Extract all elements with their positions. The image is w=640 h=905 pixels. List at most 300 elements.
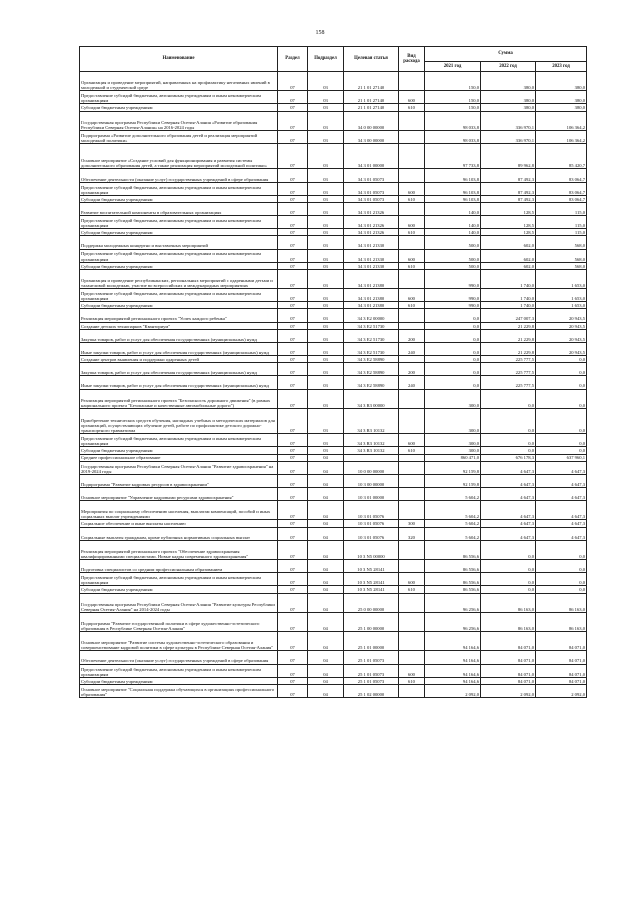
cell-2021: 300,0 (425, 408, 481, 433)
cell-vid: 600 (399, 664, 425, 677)
cell-target: 34 3 01 21330 (344, 262, 399, 269)
cell-2023: 0,0 (536, 573, 587, 586)
cell-target: 34 3 01 05073 (344, 169, 399, 182)
cell-name: Создание центров выявления и поддержки одаренных детей (80, 356, 278, 363)
cell-razdel: 07 (278, 289, 308, 302)
table-row (80, 216, 587, 229)
cell-razdel: 07 (278, 130, 308, 143)
cell-2023: 380,0 (536, 91, 587, 104)
cell-2023: 568,0 (536, 262, 587, 269)
cell-podrazdel: 03 (308, 130, 344, 143)
cell-2023: 0,0 (536, 560, 587, 573)
cell-razdel: 07 (278, 408, 308, 433)
cell-podrazdel: 03 (308, 72, 344, 91)
header-target: Целевая статья (344, 47, 399, 72)
cell-target: 25 1 01 05073 (344, 677, 399, 684)
cell-2022: 225 777,5 (481, 363, 536, 376)
cell-2021: 96 256,6 (425, 612, 481, 631)
cell-name: Субсидии бюджетным учреждениям (80, 677, 278, 684)
table-row (80, 540, 587, 559)
cell-2021: 97 733,8 (425, 144, 481, 169)
cell-2023: 4 647,3 (536, 527, 587, 540)
cell-name: Иные закупки товаров, работ и услуг для обеспечения государственных (муниципальных) нужд (80, 342, 278, 355)
cell-2021: 140,0 (425, 229, 481, 236)
cell-2022: 380,0 (481, 91, 536, 104)
cell-vid: 600 (399, 289, 425, 302)
cell-vid (399, 72, 425, 91)
cell-2022: 128,5 (481, 229, 536, 236)
cell-2022: 336 970,1 (481, 130, 536, 143)
cell-2022: 4 647,3 (481, 474, 536, 487)
cell-name: Реализация мероприятий регионального проекта "Безопасность дорожного движения" (в рамках национального проекта "Безопасные и качественные автомобильные дороги") (80, 389, 278, 408)
cell-razdel: 07 (278, 586, 308, 593)
header-2023: 2023 год (536, 62, 587, 72)
table-row (80, 593, 587, 612)
cell-podrazdel: 04 (308, 664, 344, 677)
cell-razdel: 07 (278, 376, 308, 389)
cell-2022: 4 647,3 (481, 488, 536, 501)
cell-podrazdel: 03 (308, 342, 344, 355)
cell-2021: 150,0 (425, 104, 481, 111)
table-row (80, 447, 587, 454)
cell-2021: 990,0 (425, 269, 481, 288)
cell-vid (399, 560, 425, 573)
cell-name: Предоставление субсидий бюджетным, автономным учреждениям и иным некоммерческим организациям (80, 289, 278, 302)
cell-vid: 610 (399, 229, 425, 236)
cell-vid (399, 501, 425, 520)
cell-vid: 610 (399, 586, 425, 593)
cell-razdel: 07 (278, 269, 308, 288)
cell-vid (399, 236, 425, 249)
cell-target: 34 3 E2 58890 (344, 356, 399, 363)
cell-2023: 0,0 (536, 447, 587, 454)
cell-target: 34 3 01 21326 (344, 202, 399, 215)
cell-razdel: 07 (278, 593, 308, 612)
table-row (80, 342, 587, 355)
cell-2022: 0,0 (481, 434, 536, 447)
cell-2022: 336 970,1 (481, 111, 536, 130)
cell-target: 10 3 01 05076 (344, 527, 399, 540)
cell-name: Развитие воспитательной компоненты в образовательных организациях (80, 202, 278, 215)
table-row (80, 72, 587, 91)
cell-2023: 86 163,0 (536, 612, 587, 631)
cell-podrazdel: 04 (308, 520, 344, 527)
cell-2021: 150,0 (425, 72, 481, 91)
cell-razdel: 07 (278, 560, 308, 573)
cell-razdel: 07 (278, 363, 308, 376)
cell-2023: 0,0 (536, 363, 587, 376)
cell-name: Предоставление субсидий бюджетным, автономным учреждениям и иным некоммерческим организациям (80, 182, 278, 195)
cell-podrazdel: 03 (308, 229, 344, 236)
cell-name: Субсидии бюджетным учреждениям (80, 195, 278, 202)
cell-podrazdel: 03 (308, 376, 344, 389)
cell-razdel: 07 (278, 72, 308, 91)
cell-2021: 5 604,2 (425, 501, 481, 520)
cell-podrazdel: 03 (308, 389, 344, 408)
cell-razdel: 07 (278, 229, 308, 236)
cell-2022: 225 777,5 (481, 376, 536, 389)
cell-razdel: 07 (278, 144, 308, 169)
cell-2021: 94 164,6 (425, 677, 481, 684)
cell-2021: 860 471,0 (425, 454, 481, 461)
cell-name: Иные закупки товаров, работ и услуг для обеспечения государственных (муниципальных) нужд (80, 376, 278, 389)
cell-name: Создание детских технопарков "Кванториум" (80, 322, 278, 329)
table-row (80, 182, 587, 195)
cell-2023: 20 943,5 (536, 342, 587, 355)
table-row (80, 586, 587, 593)
cell-2022: 0,0 (481, 540, 536, 559)
cell-podrazdel: 03 (308, 104, 344, 111)
cell-target: 34 3 01 21330 (344, 236, 399, 249)
cell-podrazdel: 03 (308, 408, 344, 433)
cell-2023: 0,0 (536, 434, 587, 447)
cell-2023: 106 364,2 (536, 111, 587, 130)
cell-name: Закупка товаров, работ и услуг для обеспечения государственных (муниципальных) нужд (80, 363, 278, 376)
table-row (80, 249, 587, 262)
cell-razdel: 07 (278, 447, 308, 454)
header-razdel: Раздел (278, 47, 308, 72)
cell-2023: 380,0 (536, 72, 587, 91)
cell-2023: 106 364,2 (536, 130, 587, 143)
cell-target: 25 1 02 00000 (344, 684, 399, 697)
cell-2023: 83 064,7 (536, 182, 587, 195)
cell-2021: 300,0 (425, 447, 481, 454)
cell-2023: 4 647,3 (536, 501, 587, 520)
cell-name: Государственная программа Республики Северная Осетия-Алания «Развитие образования Республики Северная Осетия-Алания» на 2016-2024 годы (80, 111, 278, 130)
cell-name: Социальные выплаты гражданам, кроме публичных нормативных социальных выплат (80, 527, 278, 540)
cell-2022: 89 962,8 (481, 144, 536, 169)
cell-2022: 87 492,3 (481, 169, 536, 182)
cell-2021: 300,0 (425, 389, 481, 408)
cell-vid (399, 322, 425, 329)
cell-2021: 150,0 (425, 91, 481, 104)
table-row (80, 520, 587, 527)
cell-podrazdel: 03 (308, 202, 344, 215)
cell-2022: 84 071,0 (481, 651, 536, 664)
cell-vid (399, 488, 425, 501)
cell-podrazdel: 03 (308, 216, 344, 229)
cell-2022: 676 178,3 (481, 454, 536, 461)
cell-name: Социальное обеспечение и иные выплаты населению (80, 520, 278, 527)
cell-vid: 600 (399, 182, 425, 195)
cell-2022: 0,0 (481, 447, 536, 454)
cell-podrazdel: 03 (308, 236, 344, 249)
cell-2022: 0,0 (481, 389, 536, 408)
cell-name: Обеспечение деятельности (оказание услуг) государственных учреждений в сфере образования (80, 169, 278, 182)
cell-2022: 247 007,3 (481, 309, 536, 322)
cell-2021: 500,0 (425, 262, 481, 269)
cell-2022: 86 163,0 (481, 593, 536, 612)
cell-razdel: 07 (278, 527, 308, 540)
cell-razdel: 07 (278, 434, 308, 447)
cell-2021: 5 604,2 (425, 488, 481, 501)
cell-2022: 0,0 (481, 573, 536, 586)
cell-target: 25 1 01 05073 (344, 651, 399, 664)
cell-name: Предоставление субсидий бюджетным, автономным учреждениям и иным некоммерческим организациям (80, 664, 278, 677)
cell-2021: 86 556,6 (425, 586, 481, 593)
cell-podrazdel: 04 (308, 586, 344, 593)
cell-name: Предоставление субсидий бюджетным, автономным учреждениям и иным некоммерческим организациям (80, 434, 278, 447)
cell-2022: 21 229,8 (481, 329, 536, 342)
cell-vid: 200 (399, 329, 425, 342)
table-row (80, 289, 587, 302)
cell-2023: 83 064,7 (536, 195, 587, 202)
cell-target: 34 3 E2 58890 (344, 376, 399, 389)
cell-2021: 96 256,6 (425, 593, 481, 612)
cell-2023: 0,0 (536, 389, 587, 408)
cell-target: 34 0 00 00000 (344, 111, 399, 130)
cell-2023: 0,0 (536, 376, 587, 389)
cell-target: 34 3 E2 58890 (344, 363, 399, 376)
cell-vid (399, 269, 425, 288)
cell-2022: 4 647,3 (481, 461, 536, 474)
cell-podrazdel: 04 (308, 527, 344, 540)
cell-vid (399, 309, 425, 322)
cell-vid (399, 454, 425, 461)
cell-name: Основное мероприятие "Развитие системы художественно-эстетического образования и совершенствование кадровой политики в сфере культуры в Республике Северная Осетия-Алания" (80, 632, 278, 651)
cell-2022: 84 071,0 (481, 664, 536, 677)
cell-2023: 0,0 (536, 408, 587, 433)
cell-razdel: 07 (278, 540, 308, 559)
cell-target: 34 3 R3 00000 (344, 389, 399, 408)
cell-vid (399, 540, 425, 559)
cell-2023: 115,0 (536, 216, 587, 229)
cell-2021: 92 159,8 (425, 474, 481, 487)
cell-2022: 1 740,0 (481, 302, 536, 309)
cell-razdel: 07 (278, 488, 308, 501)
cell-2021: 0,0 (425, 363, 481, 376)
cell-target: 34 3 E2 00000 (344, 309, 399, 322)
cell-podrazdel: 03 (308, 434, 344, 447)
cell-vid: 200 (399, 363, 425, 376)
cell-2021: 140,0 (425, 216, 481, 229)
cell-target: 10 3 00 00000 (344, 474, 399, 487)
table-row (80, 144, 587, 169)
cell-target: 34 3 01 21380 (344, 269, 399, 288)
cell-2023: 4 647,3 (536, 474, 587, 487)
cell-razdel: 07 (278, 111, 308, 130)
table-row (80, 501, 587, 520)
cell-target (344, 454, 399, 461)
cell-name: Государственная программа Республики Северная Осетия-Алания "Развитие здравоохранения" на 2019-2024 годы (80, 461, 278, 474)
cell-razdel: 07 (278, 389, 308, 408)
cell-target: 34 3 01 21330 (344, 249, 399, 262)
cell-podrazdel: 03 (308, 269, 344, 288)
cell-target: 21 1 01 27140 (344, 91, 399, 104)
cell-vid (399, 593, 425, 612)
table-row (80, 573, 587, 586)
cell-podrazdel: 04 (308, 461, 344, 474)
cell-name: Закупка товаров, работ и услуг для обеспечения государственных (муниципальных) нужд (80, 329, 278, 342)
cell-podrazdel: 03 (308, 356, 344, 363)
table-header (80, 47, 587, 72)
cell-name: Реализация мероприятий регионального проекта "Обеспечение здравоохранения квалифицированными специалистами. Новые кадры современного здравоохранения" (80, 540, 278, 559)
cell-2023: 20 943,5 (536, 322, 587, 329)
cell-target: 21 1 01 27140 (344, 104, 399, 111)
cell-podrazdel: 04 (308, 651, 344, 664)
cell-2023: 84 071,0 (536, 632, 587, 651)
table-row (80, 169, 587, 182)
cell-razdel: 07 (278, 474, 308, 487)
cell-podrazdel: 03 (308, 447, 344, 454)
table-row (80, 229, 587, 236)
cell-2023: 1 653,0 (536, 289, 587, 302)
cell-2021: 990,0 (425, 289, 481, 302)
table-row (80, 677, 587, 684)
cell-2022: 225 777,5 (481, 356, 536, 363)
cell-2021: 94 164,6 (425, 651, 481, 664)
cell-2022: 128,5 (481, 202, 536, 215)
table-row (80, 527, 587, 540)
table-row (80, 309, 587, 322)
budget-table (79, 46, 587, 698)
table-row (80, 612, 587, 631)
cell-podrazdel: 03 (308, 195, 344, 202)
cell-razdel: 07 (278, 302, 308, 309)
cell-2023: 380,0 (536, 104, 587, 111)
cell-target: 10 3 N5 00000 (344, 540, 399, 559)
cell-2022: 21 229,8 (481, 322, 536, 329)
cell-target: 34 3 E2 51730 (344, 322, 399, 329)
cell-name: Субсидии бюджетным учреждениям (80, 229, 278, 236)
table-row (80, 434, 587, 447)
cell-name: Подпрограмма "Развитие государственной политики в сфере художественно-эстетического образования в Республике Северная Осетия-Алания" (80, 612, 278, 631)
cell-2022: 84 071,0 (481, 677, 536, 684)
cell-name: Основное мероприятие "Управление кадровыми ресурсами здравоохранения" (80, 488, 278, 501)
cell-2021: 990,0 (425, 302, 481, 309)
cell-2023: 115,0 (536, 202, 587, 215)
cell-2023: 637 960,1 (536, 454, 587, 461)
cell-vid (399, 169, 425, 182)
cell-2022: 1 740,0 (481, 289, 536, 302)
cell-name: Субсидии бюджетным учреждениям (80, 586, 278, 593)
cell-podrazdel: 04 (308, 488, 344, 501)
header-vid: Вид расхода (399, 47, 425, 72)
cell-2021: 5 604,2 (425, 527, 481, 540)
table-row (80, 560, 587, 573)
cell-podrazdel: 03 (308, 329, 344, 342)
cell-2022: 380,0 (481, 104, 536, 111)
header-name: Наименование (80, 47, 278, 72)
cell-target: 34 3 E2 51730 (344, 329, 399, 342)
cell-vid: 610 (399, 447, 425, 454)
cell-podrazdel: 03 (308, 289, 344, 302)
cell-2022: 87 492,3 (481, 182, 536, 195)
cell-2023: 4 647,3 (536, 520, 587, 527)
cell-2022: 0,0 (481, 560, 536, 573)
cell-2022: 128,5 (481, 216, 536, 229)
cell-razdel: 07 (278, 104, 308, 111)
cell-target: 34 3 00 00000 (344, 130, 399, 143)
cell-razdel: 07 (278, 677, 308, 684)
cell-podrazdel: 03 (308, 91, 344, 104)
cell-target: 34 3 01 00000 (344, 144, 399, 169)
cell-vid: 300 (399, 520, 425, 527)
cell-2021: 2 092,0 (425, 684, 481, 697)
cell-target: 10 3 01 05076 (344, 501, 399, 520)
cell-vid (399, 684, 425, 697)
cell-name: Предоставление субсидий бюджетным, автономным учреждениям и иным некоммерческим организациям (80, 249, 278, 262)
cell-target: 25 1 01 05073 (344, 664, 399, 677)
cell-razdel: 07 (278, 91, 308, 104)
table-row (80, 195, 587, 202)
table-row (80, 91, 587, 104)
cell-2021: 5 604,2 (425, 520, 481, 527)
cell-podrazdel: 04 (308, 593, 344, 612)
cell-podrazdel: 03 (308, 111, 344, 130)
cell-2021: 96 103,8 (425, 182, 481, 195)
cell-vid: 610 (399, 302, 425, 309)
cell-2021: 86 556,6 (425, 540, 481, 559)
cell-2021: 86 556,6 (425, 560, 481, 573)
cell-2021: 500,0 (425, 249, 481, 262)
cell-vid (399, 474, 425, 487)
cell-name: Субсидии бюджетным учреждениям (80, 104, 278, 111)
cell-vid (399, 202, 425, 215)
cell-target: 10 3 01 00000 (344, 488, 399, 501)
cell-2021: 86 556,6 (425, 573, 481, 586)
cell-razdel: 07 (278, 322, 308, 329)
cell-razdel: 07 (278, 262, 308, 269)
cell-name: Подготовка специалистов со средним профессиональным образованием (80, 560, 278, 573)
table-row (80, 302, 587, 309)
cell-razdel: 07 (278, 195, 308, 202)
cell-vid: 600 (399, 573, 425, 586)
header-summa: Сумма (425, 47, 587, 62)
cell-razdel: 07 (278, 216, 308, 229)
cell-podrazdel: 04 (308, 677, 344, 684)
cell-2023: 568,0 (536, 236, 587, 249)
cell-2023: 84 071,0 (536, 677, 587, 684)
cell-2023: 84 071,0 (536, 651, 587, 664)
cell-2022: 21 229,8 (481, 342, 536, 355)
cell-razdel: 07 (278, 169, 308, 182)
cell-podrazdel: 04 (308, 501, 344, 520)
cell-2022: 4 647,3 (481, 520, 536, 527)
cell-name: Обеспечение деятельности (оказание услуг) государственных учреждений в сфере образования (80, 651, 278, 664)
cell-2023: 85 420,7 (536, 144, 587, 169)
cell-name: Основное мероприятие "Социальная поддержка обучающихся в организациях профессионального образования" (80, 684, 278, 697)
cell-2022: 87 492,3 (481, 195, 536, 202)
cell-vid: 600 (399, 434, 425, 447)
cell-vid (399, 144, 425, 169)
cell-vid (399, 356, 425, 363)
cell-podrazdel: 03 (308, 309, 344, 322)
cell-name: Организация и проведение мероприятий, направленных на профилактику негативных явлений в молодежной и студенческой среде (80, 72, 278, 91)
cell-razdel: 07 (278, 461, 308, 474)
cell-2021: 140,0 (425, 202, 481, 215)
cell-razdel: 07 (278, 182, 308, 195)
cell-vid: 610 (399, 677, 425, 684)
cell-name: Среднее профессиональное образование (80, 454, 278, 461)
cell-razdel: 07 (278, 501, 308, 520)
cell-razdel: 07 (278, 632, 308, 651)
cell-2023: 568,0 (536, 249, 587, 262)
cell-2023: 86 163,0 (536, 593, 587, 612)
cell-target: 34 3 01 05073 (344, 195, 399, 202)
cell-2022: 602,0 (481, 236, 536, 249)
cell-podrazdel: 03 (308, 322, 344, 329)
cell-razdel: 07 (278, 651, 308, 664)
cell-vid: 600 (399, 91, 425, 104)
cell-2022: 1 740,0 (481, 269, 536, 288)
cell-target: 34 3 E2 51730 (344, 342, 399, 355)
table-row (80, 488, 587, 501)
cell-2021: 94 164,6 (425, 664, 481, 677)
page-number: 158 (315, 30, 325, 36)
cell-2022: 2 092,0 (481, 684, 536, 697)
cell-2021: 94 164,6 (425, 632, 481, 651)
